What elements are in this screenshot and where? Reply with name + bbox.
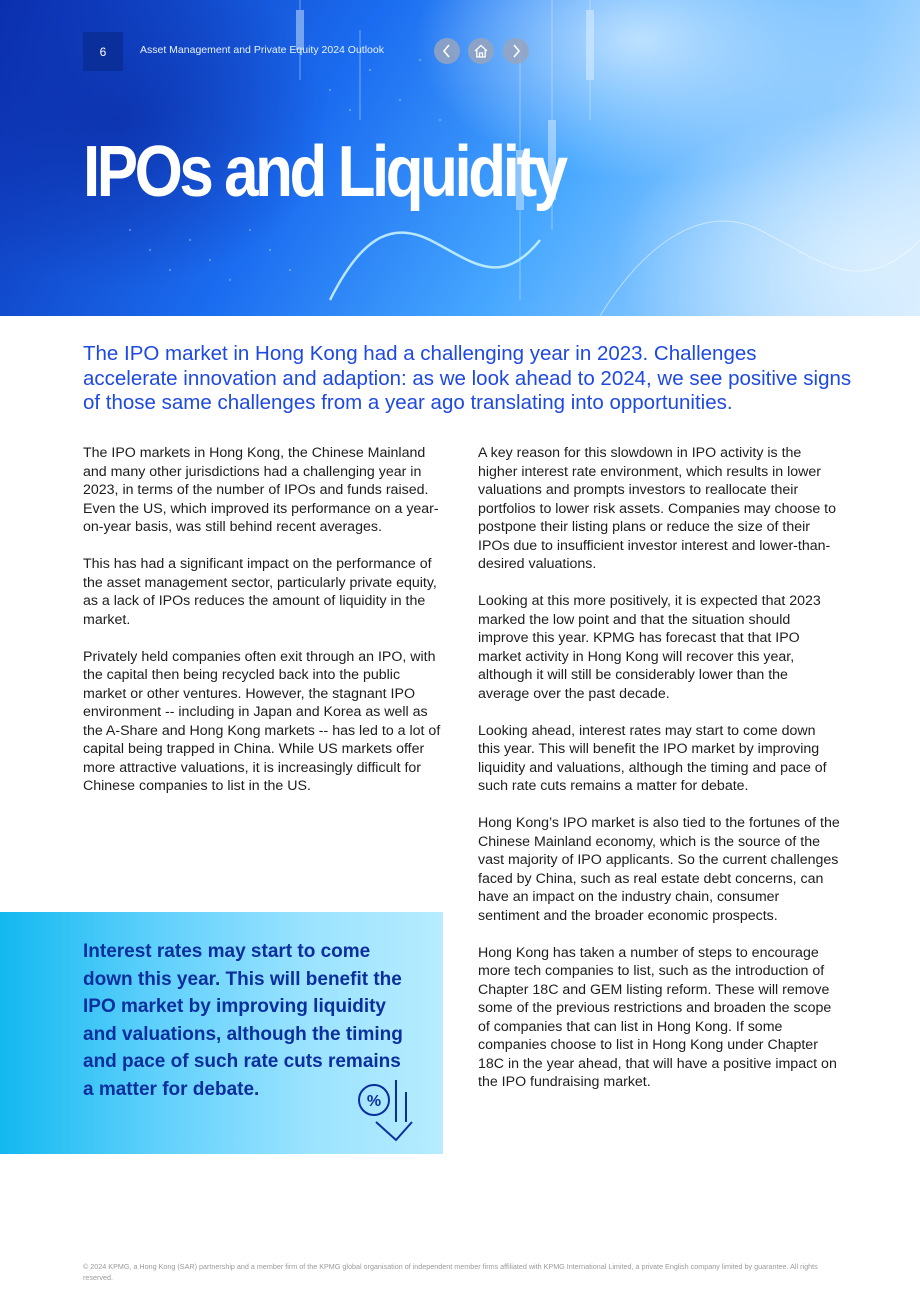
body-paragraph: The IPO markets in Hong Kong, the Chinese Mainland and many other jurisdictions had a challenging year in 2023, in terms of the number of IPOs and funds raised. Even the US, which improved its performance on a year-on-year basis, was still behind recent averages. bbox=[83, 445, 439, 535]
copyright-footer: © 2024 KPMG, a Hong Kong (SAR) partnership and a member firm of the KPMG global organisation of independent member firms affiliated with KPMG International Limited, a private English company limited by guarantee. All rights reserved. bbox=[83, 1262, 818, 1282]
callout-quote: Interest rates may start to come down this year. This will benefit the IPO market by improving liquidity and valuations, although the timing and pace of such rate cuts remains a matter for debate. bbox=[83, 941, 403, 1100]
body-paragraph: This has had a significant impact on the performance of the asset management sector, particularly private equity, as a lack of IPOs reduces the amount of liquidity in the market. bbox=[83, 556, 437, 628]
previous-page-button[interactable] bbox=[434, 38, 460, 64]
percent-down-arrow-icon bbox=[356, 1078, 414, 1142]
body-paragraph: A key reason for this slowdown in IPO activity is the higher interest rate environment, which results in lower valuations and prompts investors to reallocate their portfolios to lower risk assets. Companies may choose to postpone their listing plans or reduce the size of their IPOs due to insufficient investor interest and lower-than-desired valuations. bbox=[478, 445, 836, 572]
page-number: 6 bbox=[83, 32, 123, 71]
body-paragraph: Hong Kong’s IPO market is also tied to the fortunes of the Chinese Mainland economy, which is the source of the vast majority of IPO applicants. So the current challenges faced by China, such as real estate debt concerns, can have an impact on the industry chain, consumer sentiment and the broader economic prospects. bbox=[478, 815, 840, 924]
chevron-left-icon bbox=[441, 44, 453, 58]
home-button[interactable] bbox=[468, 38, 494, 64]
body-paragraph: Hong Kong has taken a number of steps to encourage more tech companies to list, such as the introduction of Chapter 18C and GEM listing reform. These will remove some of the previous restrictions and broaden the scope of companies that can list in Hong Kong. If some companies choose to list in Hong Kong under Chapter 18C in the year ahead, that will have a positive impact on the IPO fundraising market. bbox=[478, 944, 837, 1090]
body-paragraph: Looking ahead, interest rates may start to come down this year. This will benefit the IPO market by improving liquidity and valuations, although the timing and pace of such rate cuts remains a matter for debate. bbox=[478, 722, 827, 794]
body-paragraph: Looking at this more positively, it is expected that 2023 marked the low point and that the situation should improve this year. KPMG has forecast that that IPO market activity in Hong Kong will recover this year, although it will still be considerably lower than the average over the past decade. bbox=[478, 593, 821, 702]
chevron-right-icon bbox=[510, 44, 522, 58]
right-column bbox=[478, 444, 840, 1110]
body-paragraph: Privately held companies often exit through an IPO, with the capital then being recycled back into the public market or other ventures. However, the stagnant IPO environment -- including in Japan and Korea as well as the A-Share and Hong Kong markets -- has led to a lot of capital being trapped in China. While US markets offer more attractive valuations, it is increasingly difficult for Chinese companies to list in the US. bbox=[83, 648, 441, 794]
svg-text:%: % bbox=[366, 1093, 382, 1110]
left-column bbox=[83, 444, 445, 814]
next-page-button[interactable] bbox=[503, 38, 529, 64]
hero-banner bbox=[0, 0, 920, 316]
home-icon bbox=[473, 43, 489, 59]
running-title: Asset Management and Private Equity 2024 Outlook bbox=[140, 44, 384, 56]
page-title: IPOs and Liquidity bbox=[83, 132, 565, 212]
intro-paragraph: The IPO market in Hong Kong had a challenging year in 2023. Challenges accelerate innovation and adaption: as we look ahead to 2024, we see positive signs of those same challenges from a year ago translating into opportunities. bbox=[83, 342, 852, 414]
